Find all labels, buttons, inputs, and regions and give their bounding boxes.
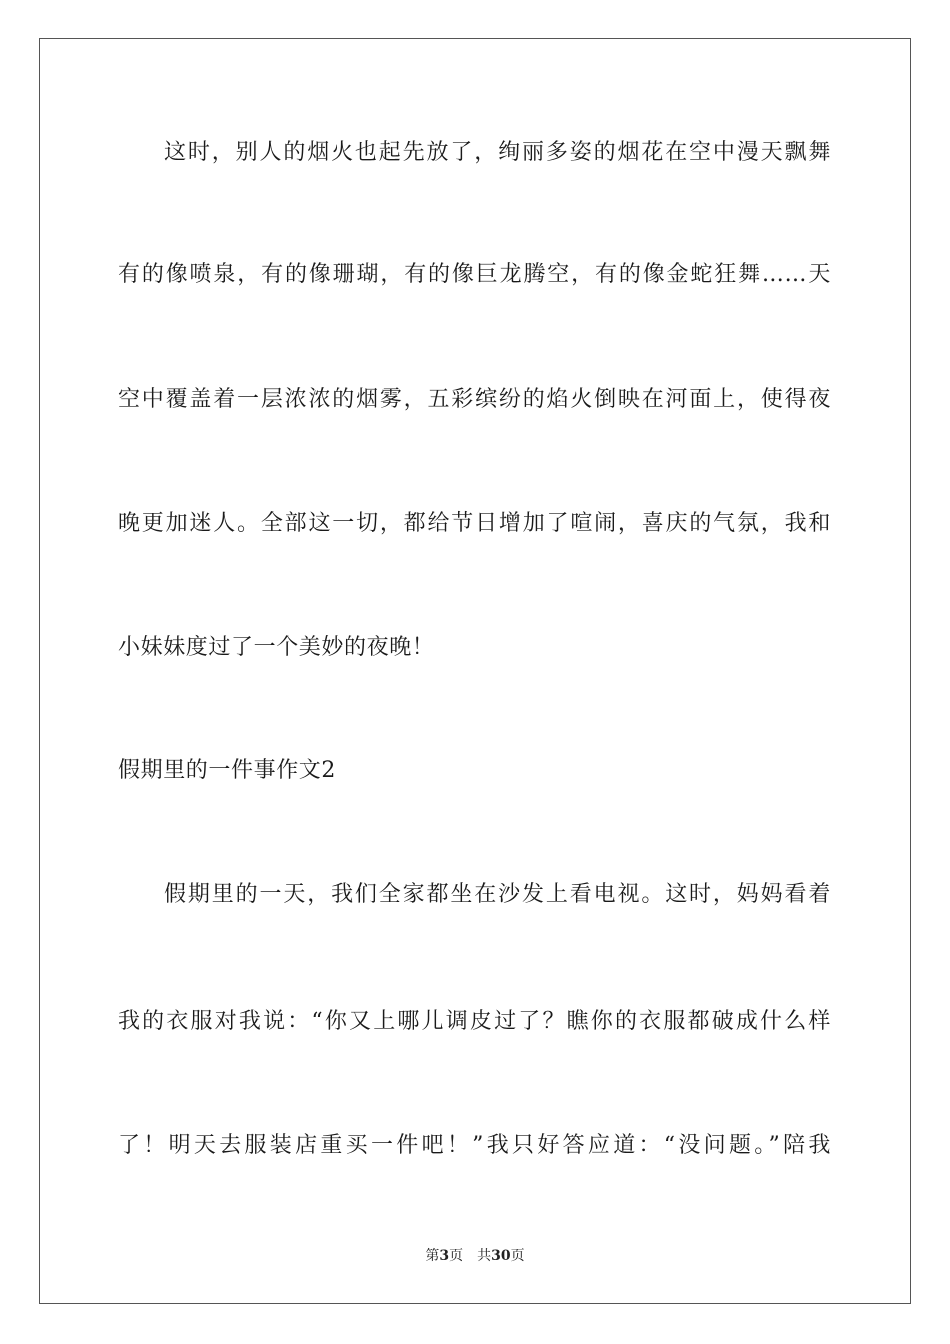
footer-total-prefix: 共 — [477, 1248, 492, 1264]
footer-page-suffix: 页 — [449, 1248, 464, 1264]
footer-page-total: 30 — [491, 1248, 511, 1264]
paragraph-1-line-5: 小妹妹度过了一个美妙的夜晚！ — [118, 635, 435, 660]
page-border — [39, 38, 911, 1304]
page-footer — [0, 1246, 950, 1266]
footer-page-current: 3 — [439, 1248, 450, 1264]
paragraph-2-line-1: 假期里的一天，我们全家都坐在沙发上看电视。这时，妈妈看着 — [164, 882, 831, 907]
paragraph-1-line-3: 空中覆盖着一层浓浓的烟雾，五彩缤纷的焰火倒映在河面上，使得夜 — [118, 387, 831, 412]
section-heading: 假期里的一件事作文2 — [118, 758, 336, 783]
paragraph-1-line-4: 晚更加迷人。全部这一切，都给节日增加了喧闹，喜庆的气氛，我和 — [118, 511, 831, 536]
footer-total-suffix: 页 — [510, 1248, 525, 1264]
footer-page-prefix: 第 — [425, 1248, 440, 1264]
paragraph-1-line-1: 这时，别人的烟火也起先放了，绚丽多姿的烟花在空中漫天飘舞 — [164, 140, 831, 165]
paragraph-2-line-2: 我的衣服对我说：“你又上哪儿调皮过了？瞧你的衣服都破成什么样 — [118, 1009, 831, 1034]
paragraph-1-line-2: 有的像喷泉，有的像珊瑚，有的像巨龙腾空，有的像金蛇狂舞……天 — [118, 262, 831, 287]
paragraph-2-line-3: 了！明天去服装店重买一件吧！”我只好答应道：“没问题。”陪我 — [118, 1133, 831, 1158]
